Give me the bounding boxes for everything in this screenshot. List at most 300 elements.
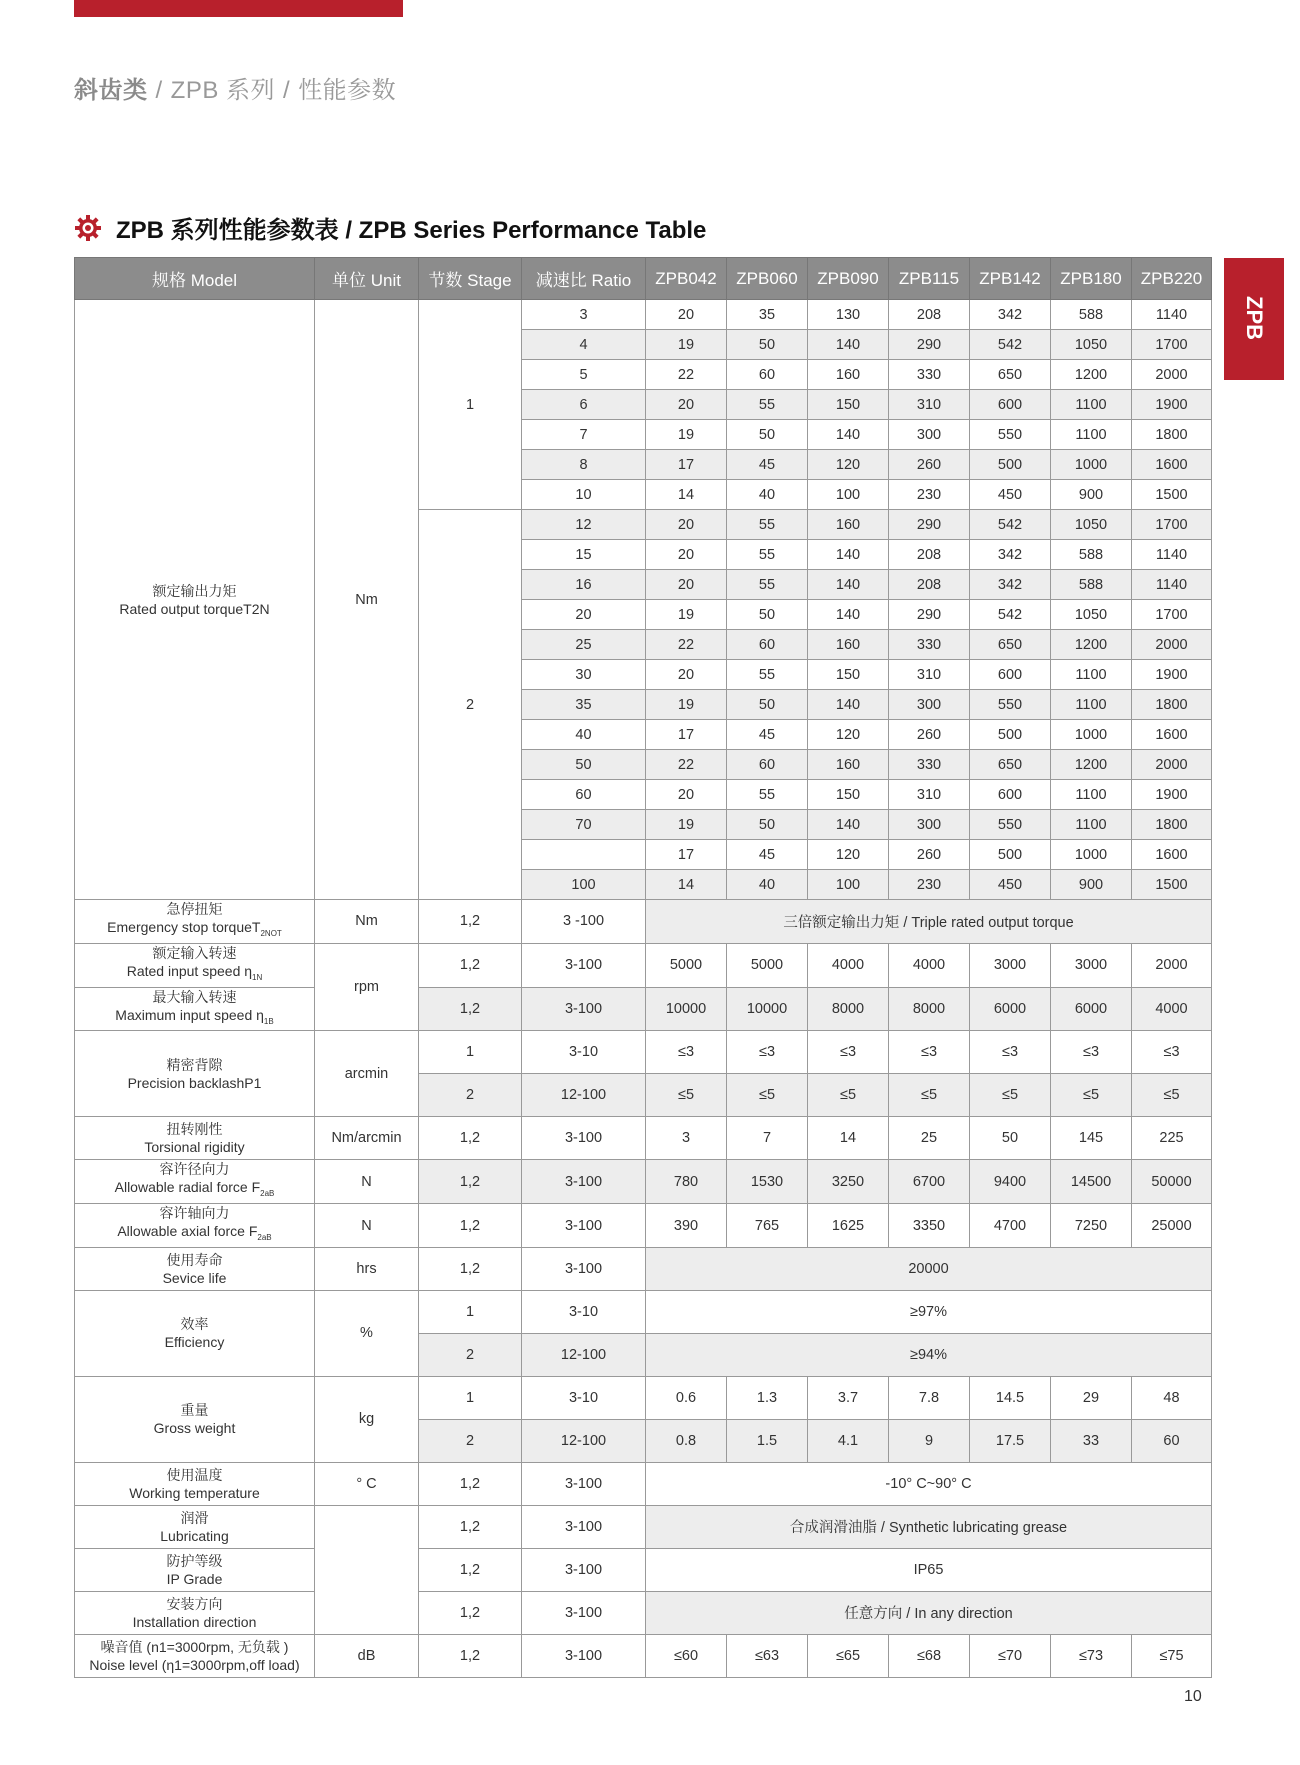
value-cell: 300 xyxy=(889,420,970,450)
value-cell: 208 xyxy=(889,570,970,600)
radial-unit: N xyxy=(315,1160,419,1204)
radial-stage: 1,2 xyxy=(419,1160,522,1204)
value-cell: 650 xyxy=(970,630,1051,660)
value-cell: 20 xyxy=(646,510,727,540)
value-cell: 50 xyxy=(727,330,808,360)
value-cell: 1100 xyxy=(1051,420,1132,450)
install-label-cn: 安装方向 xyxy=(166,1595,223,1612)
value-cell: 290 xyxy=(889,510,970,540)
lubricating-value: 合成润滑油脂 / Synthetic lubricating grease xyxy=(646,1505,1212,1548)
breadcrumb xyxy=(74,70,396,105)
value-cell: ≤63 xyxy=(727,1634,808,1677)
value-cell: 5000 xyxy=(727,943,808,987)
ratio-cell: 70 xyxy=(522,810,646,840)
value-cell: 310 xyxy=(889,390,970,420)
max-speed-label-cn: 最大输入转速 xyxy=(152,988,237,1005)
value-cell: 6000 xyxy=(1051,987,1132,1031)
efficiency-ratio-2: 12-100 xyxy=(522,1333,646,1376)
input-speed-stage: 1,2 xyxy=(419,943,522,987)
axial-ratio: 3-100 xyxy=(522,1204,646,1248)
torque-label-cn: 额定输出力矩 xyxy=(152,582,237,599)
value-cell: 8000 xyxy=(808,987,889,1031)
value-cell: 2000 xyxy=(1132,943,1212,987)
value-cell: ≤73 xyxy=(1051,1634,1132,1677)
ip-label-cn: 防护等级 xyxy=(166,1552,223,1569)
value-cell: 100 xyxy=(808,480,889,510)
backlash-ratio-1: 3-10 xyxy=(522,1031,646,1074)
value-cell: 310 xyxy=(889,660,970,690)
weight-unit: kg xyxy=(315,1376,419,1462)
value-cell: 17 xyxy=(646,720,727,750)
value-cell: 19 xyxy=(646,810,727,840)
header-zpb090: ZPB090 xyxy=(808,258,889,300)
value-cell: 140 xyxy=(808,600,889,630)
value-cell: 50000 xyxy=(1132,1160,1212,1204)
breadcrumb-series: ZPB 系列 xyxy=(170,77,276,104)
backlash-ratio-2: 12-100 xyxy=(522,1074,646,1117)
value-cell: 50 xyxy=(727,690,808,720)
value-cell: 650 xyxy=(970,360,1051,390)
value-cell: 120 xyxy=(808,450,889,480)
rigidity-stage: 1,2 xyxy=(419,1117,522,1160)
axial-unit: N xyxy=(315,1204,419,1248)
efficiency-label-cn: 效率 xyxy=(180,1316,209,1333)
estop-label-en xyxy=(75,918,314,943)
value-cell: 22 xyxy=(646,360,727,390)
page-number: 10 xyxy=(1184,1688,1202,1705)
value-cell: 4000 xyxy=(1132,987,1212,1031)
value-cell: 10000 xyxy=(646,987,727,1031)
noise-stage: 1,2 xyxy=(419,1634,522,1677)
ratio-cell: 4 xyxy=(522,330,646,360)
rigidity-unit: Nm/arcmin xyxy=(315,1117,419,1160)
backlash-stage-2: 2 xyxy=(419,1074,522,1117)
value-cell: 35 xyxy=(727,300,808,330)
value-cell: 160 xyxy=(808,750,889,780)
axial-force-row xyxy=(75,1204,1212,1248)
radial-label-en xyxy=(75,1178,314,1203)
value-cell: 22 xyxy=(646,630,727,660)
efficiency-unit: % xyxy=(315,1290,419,1376)
value-cell: 4000 xyxy=(889,943,970,987)
value-cell: 1050 xyxy=(1051,510,1132,540)
value-cell: 1200 xyxy=(1051,750,1132,780)
value-cell: 2000 xyxy=(1132,360,1212,390)
value-cell: 6700 xyxy=(889,1160,970,1204)
value-cell: ≤5 xyxy=(646,1074,727,1117)
value-cell: 600 xyxy=(970,660,1051,690)
value-cell: 4.1 xyxy=(808,1419,889,1462)
ratio-cell: 15 xyxy=(522,540,646,570)
temperature-value: -10° C~90° C xyxy=(646,1462,1212,1505)
value-cell: 900 xyxy=(1051,480,1132,510)
value-cell: 55 xyxy=(727,540,808,570)
value-cell: 4000 xyxy=(808,943,889,987)
value-cell: 1530 xyxy=(727,1160,808,1204)
estop-ratio: 3 -100 xyxy=(522,900,646,944)
radial-label-cn: 容许径向力 xyxy=(159,1161,230,1178)
side-tab-label: ZPB xyxy=(1242,296,1267,340)
value-cell: 14 xyxy=(646,870,727,900)
life-label xyxy=(75,1247,315,1290)
input-speed-row xyxy=(75,943,1212,987)
max-speed-row xyxy=(75,987,1212,1031)
value-cell: 14500 xyxy=(1051,1160,1132,1204)
value-cell: 55 xyxy=(727,570,808,600)
lubricating-stage: 1,2 xyxy=(419,1505,522,1548)
value-cell: 1625 xyxy=(808,1204,889,1248)
value-cell: 208 xyxy=(889,540,970,570)
value-cell: 140 xyxy=(808,420,889,450)
noise-unit: dB xyxy=(315,1634,419,1677)
value-cell: 25 xyxy=(889,1117,970,1160)
value-cell: 1.3 xyxy=(727,1376,808,1419)
axial-label-en-text: Allowable axial force F xyxy=(117,1223,258,1240)
value-cell: 342 xyxy=(970,300,1051,330)
value-cell: 588 xyxy=(1051,570,1132,600)
noise-ratio: 3-100 xyxy=(522,1634,646,1677)
value-cell: 550 xyxy=(970,690,1051,720)
ratio-cell: 5 xyxy=(522,360,646,390)
weight-label-en: Gross weight xyxy=(153,1420,236,1437)
radial-force-row xyxy=(75,1160,1212,1204)
value-cell: ≤3 xyxy=(808,1031,889,1074)
value-cell: ≤3 xyxy=(646,1031,727,1074)
value-cell: 450 xyxy=(970,870,1051,900)
estop-label xyxy=(75,900,315,944)
noise-label xyxy=(75,1634,315,1677)
title-text: ZPB 系列性能参数表 / ZPB Series Performance Table xyxy=(116,217,707,244)
header-stage: 节数 Stage xyxy=(419,258,522,300)
value-cell: 3000 xyxy=(970,943,1051,987)
lubricating-ratio: 3-100 xyxy=(522,1505,646,1548)
table-header-row xyxy=(75,258,1212,300)
axial-label-sub: 2aB xyxy=(257,1232,272,1242)
value-cell: 765 xyxy=(727,1204,808,1248)
value-cell: 500 xyxy=(970,840,1051,870)
value-cell: 8000 xyxy=(889,987,970,1031)
value-cell: 45 xyxy=(727,840,808,870)
input-speed-label-en xyxy=(75,962,314,987)
value-cell: 33 xyxy=(1051,1419,1132,1462)
value-cell: 3250 xyxy=(808,1160,889,1204)
install-stage: 1,2 xyxy=(419,1591,522,1634)
value-cell: ≤5 xyxy=(727,1074,808,1117)
install-value: 任意方向 / In any direction xyxy=(646,1591,1212,1634)
backlash-row xyxy=(75,1031,1212,1074)
value-cell: 1200 xyxy=(1051,360,1132,390)
value-cell: 260 xyxy=(889,840,970,870)
input-speed-label xyxy=(75,943,315,987)
weight-stage-1: 1 xyxy=(419,1376,522,1419)
value-cell: ≤70 xyxy=(970,1634,1051,1677)
value-cell: 9400 xyxy=(970,1160,1051,1204)
side-tab-zpb xyxy=(1224,258,1284,380)
value-cell: 1600 xyxy=(1132,840,1212,870)
value-cell: ≤3 xyxy=(1132,1031,1212,1074)
torque-stage-2: 2 xyxy=(419,510,522,900)
value-cell: 3000 xyxy=(1051,943,1132,987)
value-cell: 60 xyxy=(1132,1419,1212,1462)
header-ratio: 减速比 Ratio xyxy=(522,258,646,300)
rigidity-label-cn: 扭转刚性 xyxy=(166,1121,223,1138)
input-speed-ratio: 3-100 xyxy=(522,943,646,987)
ratio-cell: 25 xyxy=(522,630,646,660)
efficiency-ratio-1: 3-10 xyxy=(522,1290,646,1333)
value-cell: 25000 xyxy=(1132,1204,1212,1248)
value-cell: 330 xyxy=(889,630,970,660)
backlash-label-cn: 精密背隙 xyxy=(166,1056,223,1073)
gear-icon xyxy=(74,214,102,242)
temperature-label-cn: 使用温度 xyxy=(166,1466,223,1483)
value-cell: 300 xyxy=(889,690,970,720)
max-speed-stage: 1,2 xyxy=(419,987,522,1031)
value-cell: 14 xyxy=(646,480,727,510)
value-cell: 225 xyxy=(1132,1117,1212,1160)
value-cell: 1900 xyxy=(1132,660,1212,690)
noise-row xyxy=(75,1634,1212,1677)
value-cell: 290 xyxy=(889,330,970,360)
value-cell: 1050 xyxy=(1051,600,1132,630)
value-cell: 1000 xyxy=(1051,450,1132,480)
weight-label xyxy=(75,1376,315,1462)
torque-stage-1: 1 xyxy=(419,300,522,510)
header-zpb142: ZPB142 xyxy=(970,258,1051,300)
value-cell: 22 xyxy=(646,750,727,780)
value-cell: 3.7 xyxy=(808,1376,889,1419)
value-cell: 230 xyxy=(889,480,970,510)
value-cell: 120 xyxy=(808,720,889,750)
value-cell: 500 xyxy=(970,720,1051,750)
value-cell: 550 xyxy=(970,810,1051,840)
efficiency-value-1: ≥97% xyxy=(646,1290,1212,1333)
breadcrumb-separator: / xyxy=(155,77,163,104)
ratio-cell: 50 xyxy=(522,750,646,780)
efficiency-stage-1: 1 xyxy=(419,1290,522,1333)
value-cell: 1050 xyxy=(1051,330,1132,360)
temperature-stage: 1,2 xyxy=(419,1462,522,1505)
value-cell: 17 xyxy=(646,840,727,870)
header-zpb220: ZPB220 xyxy=(1132,258,1212,300)
torque-label xyxy=(75,300,315,900)
weight-label-cn: 重量 xyxy=(180,1402,209,1419)
value-cell: 542 xyxy=(970,330,1051,360)
value-cell: 4700 xyxy=(970,1204,1051,1248)
value-cell: 330 xyxy=(889,360,970,390)
value-cell: ≤3 xyxy=(970,1031,1051,1074)
value-cell: 60 xyxy=(727,630,808,660)
axial-label-cn: 容许轴向力 xyxy=(159,1205,230,1222)
ratio-cell: 20 xyxy=(522,600,646,630)
value-cell: 260 xyxy=(889,720,970,750)
value-cell: 450 xyxy=(970,480,1051,510)
breadcrumb-page: 性能参数 xyxy=(298,77,397,104)
value-cell: 7250 xyxy=(1051,1204,1132,1248)
value-cell: 900 xyxy=(1051,870,1132,900)
value-cell: 45 xyxy=(727,720,808,750)
noise-label-en: Noise level (η1=3000rpm,off load) xyxy=(89,1656,300,1673)
value-cell: 160 xyxy=(808,630,889,660)
estop-row xyxy=(75,900,1212,944)
value-cell: 1100 xyxy=(1051,810,1132,840)
value-cell: 1900 xyxy=(1132,780,1212,810)
radial-label-sub: 2aB xyxy=(260,1189,275,1199)
value-cell: 1100 xyxy=(1051,390,1132,420)
value-cell: ≤5 xyxy=(970,1074,1051,1117)
value-cell: ≤65 xyxy=(808,1634,889,1677)
value-cell: 140 xyxy=(808,570,889,600)
value-cell: 9 xyxy=(889,1419,970,1462)
ratio-cell: 8 xyxy=(522,450,646,480)
value-cell: 130 xyxy=(808,300,889,330)
value-cell: 342 xyxy=(970,540,1051,570)
estop-stage: 1,2 xyxy=(419,900,522,944)
value-cell: 20 xyxy=(646,660,727,690)
value-cell: 342 xyxy=(970,570,1051,600)
value-cell: 230 xyxy=(889,870,970,900)
value-cell: 100 xyxy=(808,870,889,900)
value-cell: 330 xyxy=(889,750,970,780)
value-cell: 120 xyxy=(808,840,889,870)
install-ratio: 3-100 xyxy=(522,1591,646,1634)
value-cell: 45 xyxy=(727,450,808,480)
radial-label xyxy=(75,1160,315,1204)
lubricating-label-en: Lubricating xyxy=(160,1527,229,1544)
axial-label-en xyxy=(75,1222,314,1247)
ratio-cell: 100 xyxy=(522,870,646,900)
header-zpb060: ZPB060 xyxy=(727,258,808,300)
value-cell: 17.5 xyxy=(970,1419,1051,1462)
value-cell: 1500 xyxy=(1132,870,1212,900)
value-cell: 145 xyxy=(1051,1117,1132,1160)
value-cell: 1700 xyxy=(1132,330,1212,360)
value-cell: 290 xyxy=(889,600,970,630)
value-cell: 19 xyxy=(646,600,727,630)
value-cell: 50 xyxy=(727,810,808,840)
header-zpb115: ZPB115 xyxy=(889,258,970,300)
value-cell: ≤3 xyxy=(727,1031,808,1074)
life-label-cn: 使用寿命 xyxy=(166,1251,223,1268)
value-cell: 19 xyxy=(646,420,727,450)
value-cell: 60 xyxy=(727,750,808,780)
speed-unit: rpm xyxy=(315,943,419,1031)
lubricating-row xyxy=(75,1505,1212,1548)
value-cell: 300 xyxy=(889,810,970,840)
weight-row xyxy=(75,1376,1212,1419)
value-cell: 500 xyxy=(970,450,1051,480)
input-speed-label-en-text: Rated input speed η xyxy=(126,962,253,979)
weight-ratio-1: 3-10 xyxy=(522,1376,646,1419)
value-cell: 1800 xyxy=(1132,690,1212,720)
value-cell: ≤5 xyxy=(1132,1074,1212,1117)
value-cell: 1600 xyxy=(1132,450,1212,480)
value-cell: 600 xyxy=(970,390,1051,420)
backlash-label-en: Precision backlashP1 xyxy=(127,1074,262,1091)
ratio-cell: 30 xyxy=(522,660,646,690)
breadcrumb-separator: / xyxy=(283,77,291,104)
value-cell: ≤5 xyxy=(1051,1074,1132,1117)
value-cell: 140 xyxy=(808,330,889,360)
ip-stage: 1,2 xyxy=(419,1548,522,1591)
value-cell: 19 xyxy=(646,330,727,360)
value-cell: 1140 xyxy=(1132,540,1212,570)
value-cell: 1100 xyxy=(1051,660,1132,690)
header-zpb042: ZPB042 xyxy=(646,258,727,300)
value-cell: 550 xyxy=(970,420,1051,450)
value-cell: 542 xyxy=(970,600,1051,630)
value-cell: 55 xyxy=(727,390,808,420)
axial-label xyxy=(75,1204,315,1248)
value-cell: 1700 xyxy=(1132,600,1212,630)
efficiency-stage-2: 2 xyxy=(419,1333,522,1376)
estop-label-sub: 2NOT xyxy=(260,928,282,938)
service-life-row xyxy=(75,1247,1212,1290)
ip-label-en: IP Grade xyxy=(166,1570,223,1587)
value-cell: 150 xyxy=(808,660,889,690)
value-cell: 160 xyxy=(808,510,889,540)
value-cell: 140 xyxy=(808,540,889,570)
value-cell: 310 xyxy=(889,780,970,810)
value-cell: 600 xyxy=(970,780,1051,810)
ratio-cell: 3 xyxy=(522,300,646,330)
value-cell: 14 xyxy=(808,1117,889,1160)
value-cell: 50 xyxy=(727,420,808,450)
value-cell: 1800 xyxy=(1132,420,1212,450)
value-cell: 40 xyxy=(727,870,808,900)
value-cell: 390 xyxy=(646,1204,727,1248)
input-speed-label-sub: 1N xyxy=(252,972,263,982)
value-cell: 1140 xyxy=(1132,300,1212,330)
value-cell: 140 xyxy=(808,690,889,720)
value-cell: 1700 xyxy=(1132,510,1212,540)
radial-ratio: 3-100 xyxy=(522,1160,646,1204)
max-speed-label-sub: 1B xyxy=(263,1016,274,1026)
value-cell: 1.5 xyxy=(727,1419,808,1462)
value-cell: 20 xyxy=(646,780,727,810)
input-speed-label-cn: 额定输入转速 xyxy=(152,944,237,961)
weight-ratio-2: 12-100 xyxy=(522,1419,646,1462)
value-cell: 0.8 xyxy=(646,1419,727,1462)
value-cell: 14.5 xyxy=(970,1376,1051,1419)
value-cell: 50 xyxy=(727,600,808,630)
temperature-unit: ° C xyxy=(315,1462,419,1505)
value-cell: 1000 xyxy=(1051,840,1132,870)
value-cell: 208 xyxy=(889,300,970,330)
ip-label xyxy=(75,1548,315,1591)
torque-unit: Nm xyxy=(315,300,419,900)
breadcrumb-category: 斜齿类 xyxy=(74,77,148,104)
ip-value: IP65 xyxy=(646,1548,1212,1591)
value-cell: 1100 xyxy=(1051,780,1132,810)
value-cell: 150 xyxy=(808,390,889,420)
value-cell: 150 xyxy=(808,780,889,810)
value-cell: 6000 xyxy=(970,987,1051,1031)
value-cell: 20 xyxy=(646,540,727,570)
value-cell: 10000 xyxy=(727,987,808,1031)
value-cell: 780 xyxy=(646,1160,727,1204)
value-cell: 60 xyxy=(727,360,808,390)
value-cell: 588 xyxy=(1051,300,1132,330)
ratio-cell: 6 xyxy=(522,390,646,420)
lubricating-label-cn: 润滑 xyxy=(180,1509,209,1526)
ratio-cell: 7 xyxy=(522,420,646,450)
ratio-cell: 35 xyxy=(522,690,646,720)
value-cell: 48 xyxy=(1132,1376,1212,1419)
value-cell: 20 xyxy=(646,570,727,600)
estop-unit: Nm xyxy=(315,900,419,944)
value-cell: 50 xyxy=(970,1117,1051,1160)
value-cell: 19 xyxy=(646,690,727,720)
